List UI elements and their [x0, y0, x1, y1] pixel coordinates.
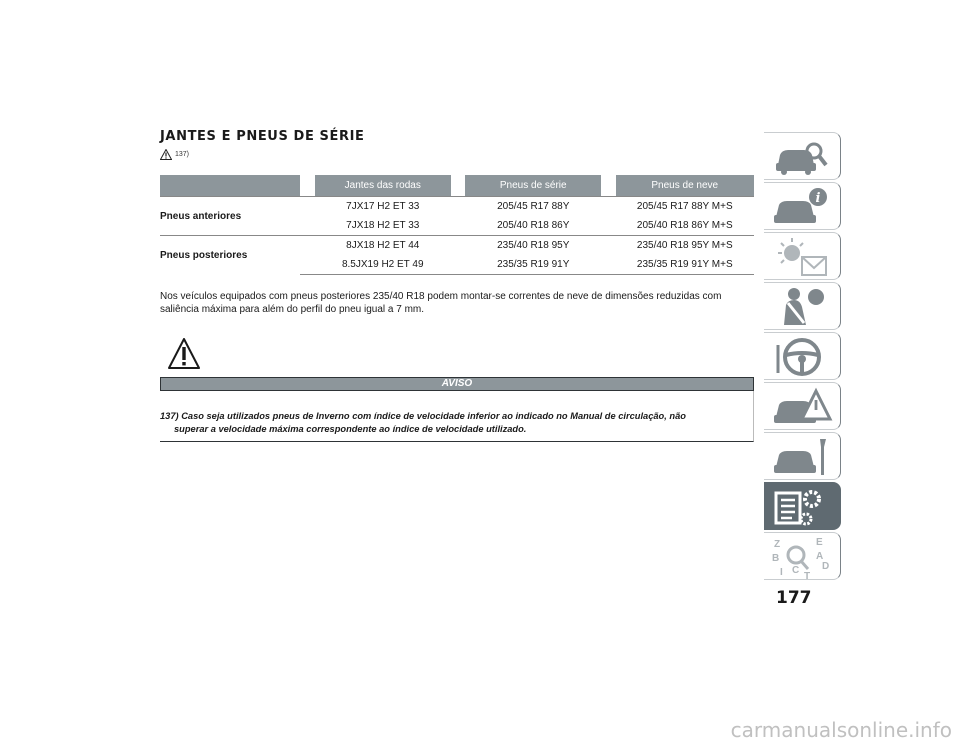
index-letter: D	[822, 561, 830, 572]
tab-airbag-safety[interactable]	[764, 282, 841, 330]
index-letter: E	[816, 537, 823, 548]
airbag-safety-icon	[770, 285, 834, 329]
steering-wheel-icon	[770, 335, 834, 379]
svg-text:i: i	[815, 191, 821, 206]
warning-reference	[160, 149, 189, 160]
row-label-posteriores: Pneus posteriores	[160, 236, 300, 275]
warning-triangle-icon	[168, 338, 200, 370]
index-letter: T	[804, 571, 811, 579]
header-pneus-neve: Pneus de neve	[616, 175, 754, 197]
table-cell: 7JX17 H2 ET 33	[315, 197, 451, 217]
index-letter: A	[816, 551, 824, 562]
row-label-anteriores: Pneus anteriores	[160, 197, 300, 236]
header-pneus-serie: Pneus de série	[465, 175, 601, 197]
aviso-line: 137) Caso seja utilizados pneus de Inverno com índice de velocidade inferior ao indicado no Manual de circulação, não	[160, 411, 686, 421]
tab-car-search[interactable]	[764, 132, 841, 180]
section-title: JANTES E PNEUS DE SÉRIE	[160, 129, 365, 144]
index-letter: I	[780, 567, 783, 578]
table-cell: 8.5JX19 H2 ET 49	[315, 255, 451, 275]
table-cell: 235/40 R18 95Y	[465, 236, 601, 256]
alphabetical-index-icon	[770, 535, 834, 579]
aviso-text	[160, 410, 750, 435]
table-header-empty	[160, 175, 300, 197]
warning-lights-icon	[770, 235, 834, 279]
aviso-header: AVISO	[160, 377, 754, 391]
index-letter: B	[772, 553, 780, 564]
tab-technical-data[interactable]	[764, 482, 841, 530]
table-row	[160, 197, 754, 217]
reference-number: 137)	[175, 151, 190, 158]
tab-car-maintenance[interactable]	[764, 432, 841, 480]
tab-steering-wheel[interactable]	[764, 332, 841, 380]
car-info-icon	[770, 185, 834, 229]
table-cell: 205/45 R17 88Y M+S	[616, 197, 754, 217]
tab-car-warning[interactable]	[764, 382, 841, 430]
tab-warning-lights[interactable]	[764, 232, 841, 280]
car-warning-icon	[770, 385, 834, 429]
table-cell: 235/35 R19 91Y	[465, 255, 601, 275]
snow-chains-note: Nos veículos equipados com pneus posteriores 235/40 R18 podem montar-se correntes de neve de dimensões reduzidas com saliência máxima para além do perfil do pneu igual a 7 mm.	[160, 291, 722, 315]
header-jantes: Jantes das rodas	[315, 175, 451, 197]
table-cell: 235/40 R18 95Y M+S	[616, 236, 754, 256]
car-search-icon	[770, 135, 834, 179]
wheels-tyres-table	[160, 175, 754, 275]
table-cell: 7JX18 H2 ET 33	[346, 220, 420, 231]
tab-alphabetical-index[interactable]	[764, 532, 841, 580]
car-maintenance-icon	[770, 435, 834, 479]
watermark: carmanualsonline.info	[730, 718, 952, 742]
technical-data-icon	[770, 485, 834, 529]
table-cell: 205/45 R17 88Y	[465, 197, 601, 217]
tab-car-info[interactable]	[764, 182, 841, 230]
table-header-row	[160, 175, 754, 197]
table-row	[160, 236, 754, 256]
warning-triangle-icon	[160, 149, 172, 160]
page-number: 177	[776, 588, 812, 608]
table-cell: 205/40 R18 86Y M+S	[636, 220, 733, 231]
table-cell: 235/35 R19 91Y M+S	[616, 255, 754, 275]
index-letter: C	[792, 565, 800, 576]
index-letter: Z	[774, 539, 781, 550]
table-cell: 8JX18 H2 ET 44	[315, 236, 451, 256]
table-cell: 205/40 R18 86Y	[497, 220, 570, 231]
aviso-line: superar a velocidade máxima correspondente ao índice de velocidade utilizado.	[174, 423, 527, 434]
